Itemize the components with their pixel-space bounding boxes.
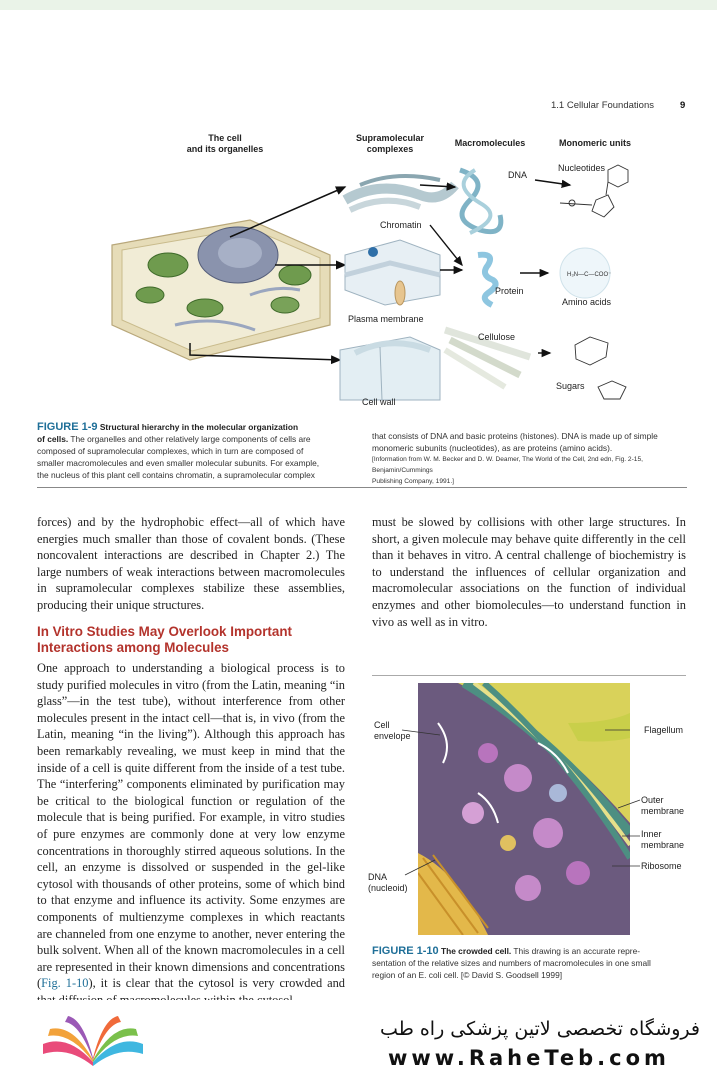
col-label-monomeric: Monomeric units [558, 138, 631, 148]
figure-1-9-caption-left: FIGURE 1-9 Structural hierarchy in the molecular organization of cells. The organelles and other relatively large components of cells are composed of supramolecular complexes, which in turn are composed of smaller macromolecules and even smaller molecular subunits. For example, the nucleus of this plant cell contains chromatin, a supramolecular complex [37, 421, 320, 480]
col-label-cell: The cell and its organelles [186, 133, 264, 154]
label-dna: DNA [508, 170, 528, 180]
col-label-macromolecules: Macromolecules [454, 138, 526, 148]
figure-1-10-rule [372, 675, 686, 676]
figure-1-9-illustration [0, 125, 717, 410]
footer-banner [0, 1000, 717, 1080]
chromatin-drawing [345, 176, 455, 210]
fig-1-10-link[interactable]: Fig. 1-10 [41, 976, 89, 991]
label-outer-membrane: Outer membrane [641, 795, 685, 816]
figure-1-9-caption-right: that consists of DNA and basic proteins (histones). DNA is made up of simple monomeric subunits (nucleotides), as are proteins (amino acids). [Information from W. M. Becker and D. W. Deamer, The World of the Cell, 2nd edn, Fig. 2-15, Benjamin/Cummings Publishing Company, 1991.] [372, 431, 658, 485]
body-right-top: must be slowed by collisions with other large structures. In short, a given molecule may behave quite differently in the cell than it behaves in vitro. A central challenge of biochemistry is to understand the influences of cellular organization and macromolecular associations on the function of individual enzymes and other biomolecules—to understand function in vivo as well as in vitro. [372, 515, 686, 629]
top-strip [0, 0, 717, 10]
figure-1-10-caption: FIGURE 1-10 The crowded cell. This drawing is an accurate repre- sentation of the relative sizes and numbers of macromolecules in one small region of an E. coli cell. [© David S. Goodsell 1999] [372, 945, 651, 980]
label-dna-nucleoid: DNA (nucleoid) [368, 872, 408, 893]
amino-acid-structure [560, 248, 611, 298]
label-cellulose: Cellulose [478, 332, 516, 342]
label-plasma-membrane: Plasma membrane [348, 314, 424, 324]
store-url[interactable]: www.RaheTeb.com [388, 1046, 670, 1070]
label-protein: Protein [495, 286, 524, 296]
label-nucleotides: Nucleotides [558, 163, 606, 173]
label-flagellum: Flagellum [644, 725, 684, 735]
label-inner-membrane: Inner membrane [641, 829, 685, 850]
label-sugars: Sugars [556, 381, 585, 391]
label-amino-acids: Amino acids [562, 297, 612, 307]
col-label-supramolecular: Supramolecular complexes [355, 133, 425, 154]
cell-wall-drawing [340, 337, 440, 400]
label-ribosome: Ribosome [641, 861, 682, 871]
protein-drawing [478, 255, 496, 305]
label-chromatin: Chromatin [380, 220, 422, 230]
figure-1-9 [0, 125, 717, 410]
plant-cell-drawing [112, 220, 330, 360]
caption-rule [37, 487, 687, 488]
figure-1-10-leader-lines [360, 700, 660, 900]
section-heading: In Vitro Studies May Overlook Important Interactions among Molecules [37, 624, 292, 655]
body-left-main: One approach to understanding a biological process is to study purified molecules in vitro (from the Latin, meaning “in glass”—in the test tube), without interference from other molecules present in the intact cell—that is, in vivo (from the Latin, meaning “in the living”). Although this approach has been remarkably revealing, we must keep in mind that the inside of a cell is quite different from the inside of a test tube. The “interfering” components eliminated by purification may be critical to the biological function or regulation of the molecule that is being purified. For example, in vitro studies of pure enzymes are commonly done at very low enzyme concentrations in thoroughly stirred aqueous solutions. In the cell, an enzyme is dissolved or suspended in the gel-like cytosol with thousands of other proteins, some of which bind to that enzyme and influence its activity. Some enzymes are components of multienzyme complexes in which reactants are channeled from one enzyme to another, never entering the bulk solvent. When all of the known macromolecules in a cell are represented in their known dimensions and concentrations (Fig. 1-10), it is clear that the cytosol is very crowded and [37, 661, 346, 991]
dna-helix-drawing [460, 170, 501, 233]
raheteb-book-logo-icon [38, 1014, 148, 1070]
body-left-top: forces) and by the hydrophobic effect—all of which have energies much smaller than those of covalent bonds. (These noncovalent interactions are described in Chapter 2.) The large numbers of weak interactions between macromolecules in supramolecular complexes stabilize these assemblies, producing their unique structures. [37, 515, 345, 612]
plasma-membrane-drawing [345, 240, 440, 305]
store-name-persian: فروشگاه تخصصی لاتین پزشکی راه طب [380, 1018, 700, 1040]
running-title: 1.1 Cellular Foundations [551, 100, 654, 111]
page-number: 9 [680, 100, 686, 111]
label-cell-envelope: Cell envelope [374, 720, 411, 741]
label-cell-wall: Cell wall [362, 397, 396, 407]
svg-text:H₃N—C—COO⁻: H₃N—C—COO⁻ [567, 272, 612, 278]
